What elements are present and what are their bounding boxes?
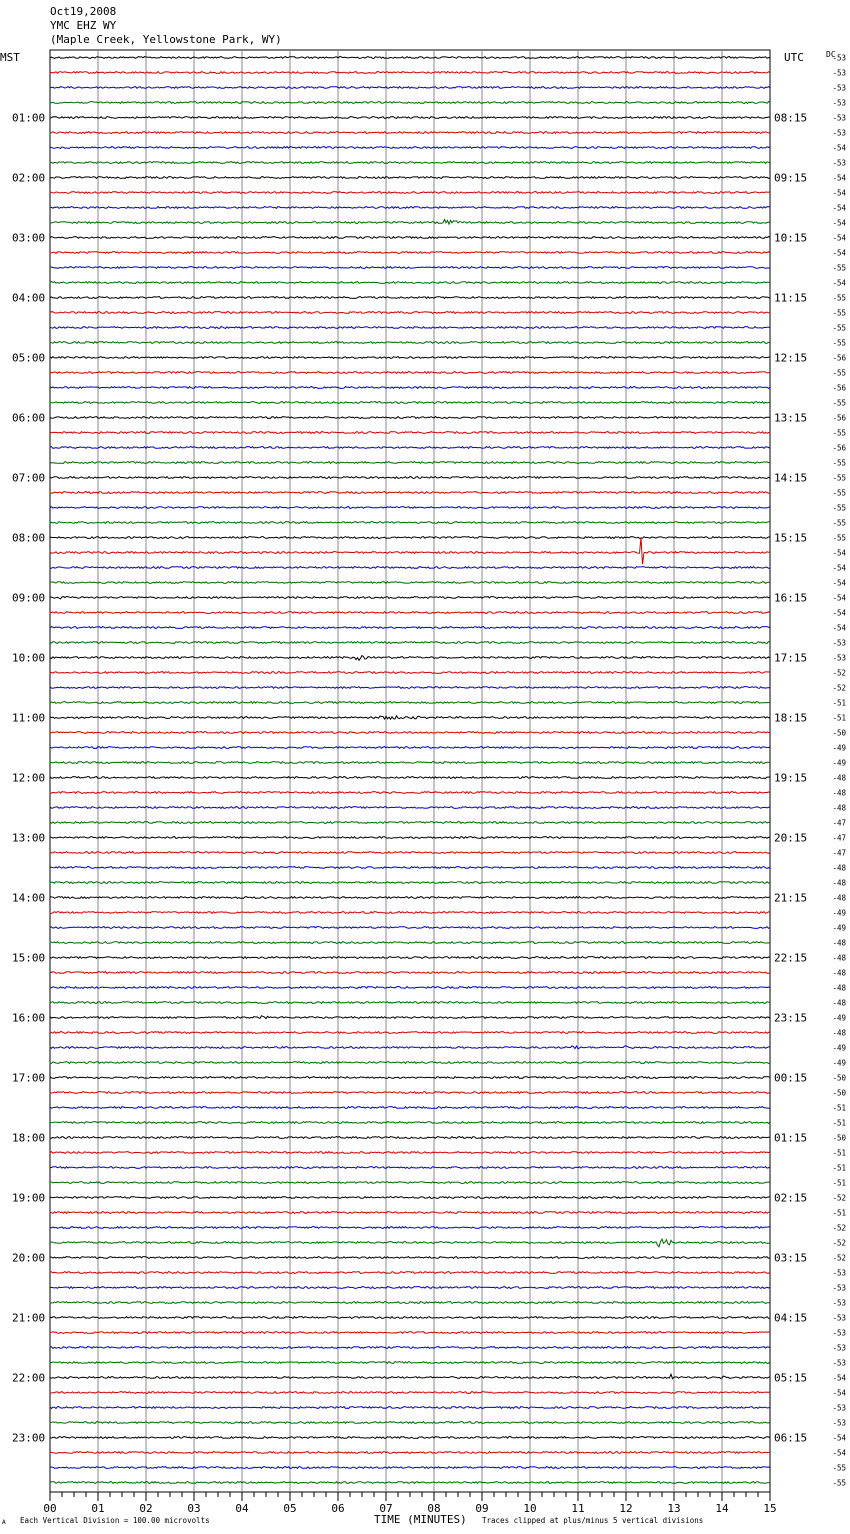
dc-offset-label: -55 — [832, 503, 846, 513]
utc-hour-label: 13:15 — [774, 411, 808, 425]
dc-offset-label: -55 — [832, 323, 846, 333]
trace-line — [50, 656, 770, 661]
trace-line — [50, 702, 770, 704]
trace-line — [50, 1257, 770, 1259]
trace-line — [50, 567, 770, 569]
utc-hour-label: 01:15 — [774, 1131, 808, 1145]
trace-line — [50, 987, 770, 989]
dc-offset-label: -52 — [832, 668, 846, 678]
utc-hour-label: 05:15 — [774, 1371, 808, 1385]
dc-offset-label: -53 — [832, 1283, 846, 1293]
mst-hour-label: 09:00 — [12, 591, 46, 605]
dc-offset-label: -48 — [832, 878, 846, 888]
trace-line — [50, 792, 770, 794]
dc-offset-label: -50 — [832, 1088, 846, 1098]
dc-offset-label: -55 — [832, 1463, 846, 1473]
trace-line — [50, 1122, 770, 1124]
dc-offset-label: -55 — [832, 488, 846, 498]
dc-offset-label: -49 — [832, 1058, 846, 1068]
dc-offset-label: -54 — [832, 548, 846, 558]
trace-line — [50, 1197, 770, 1199]
mst-hour-label: 11:00 — [12, 711, 46, 725]
dc-offset-label: -55 — [832, 533, 846, 543]
trace-line — [50, 387, 770, 389]
x-tick-label: 15 — [763, 1502, 777, 1515]
dc-offset-label: -56 — [832, 383, 846, 393]
dc-offset-label: -54 — [832, 218, 846, 228]
trace-line — [50, 492, 770, 494]
dc-offset-label: -53 — [832, 98, 846, 108]
clip-note: Traces clipped at plus/minus 5 vertical divisions — [482, 1516, 704, 1525]
x-tick-label: 01 — [91, 1502, 105, 1515]
trace-line — [50, 416, 770, 418]
x-tick-label: 11 — [571, 1502, 585, 1515]
trace-line — [50, 596, 770, 599]
x-tick-label: 13 — [667, 1502, 681, 1515]
record-date: Oct19,2008 — [50, 5, 117, 18]
trace-line — [50, 1137, 770, 1139]
dc-offset-label: -53 — [832, 113, 846, 123]
x-axis-title: TIME (MINUTES) — [374, 1513, 467, 1526]
dc-offset-label: -55 — [832, 338, 846, 348]
trace-line — [50, 1046, 770, 1049]
scale-note: Each Vertical Division = 100.00 microvolts — [20, 1516, 210, 1525]
dc-offset-label: -53 — [832, 638, 846, 648]
dc-offset-label: -53 — [832, 83, 846, 93]
x-tick-label: 12 — [619, 1502, 633, 1515]
dc-offset-label: -48 — [832, 998, 846, 1008]
utc-hour-label: 02:15 — [774, 1191, 808, 1205]
dc-offset-label: -51 — [832, 1178, 846, 1188]
trace-line — [50, 1152, 770, 1154]
mst-hour-label: 23:00 — [12, 1431, 46, 1445]
trace-line — [50, 537, 770, 564]
trace-line — [50, 432, 770, 434]
dc-offset-label: -54 — [832, 608, 846, 618]
trace-line — [50, 777, 770, 779]
dc-offset-label: -53 — [832, 53, 846, 63]
dc-offset-label: -56 — [832, 413, 846, 423]
utc-hour-label: 04:15 — [774, 1311, 808, 1325]
dc-offset-label: -54 — [832, 623, 846, 633]
trace-line — [50, 1467, 770, 1469]
trace-line — [50, 537, 770, 539]
trace-line — [50, 1422, 770, 1424]
trace-line — [50, 522, 770, 524]
trace-line — [50, 852, 770, 854]
dc-offset-label: -54 — [832, 563, 846, 573]
dc-offset-label: -48 — [832, 773, 846, 783]
x-tick-label: 00 — [43, 1502, 57, 1515]
trace-line — [50, 716, 770, 719]
dc-offset-label: -54 — [832, 248, 846, 258]
dc-offset-label: -48 — [832, 953, 846, 963]
utc-hour-label: 14:15 — [774, 471, 808, 485]
dc-offset-label: -51 — [832, 1208, 846, 1218]
trace-line — [50, 1212, 770, 1214]
dc-offset-label: -53 — [832, 1298, 846, 1308]
trace-line — [50, 867, 770, 869]
dc-offset-label: -51 — [832, 1103, 846, 1113]
x-tick-label: 04 — [235, 1502, 249, 1515]
trace-line — [50, 1167, 770, 1169]
mst-hour-label: 21:00 — [12, 1311, 46, 1325]
utc-hour-label: 09:15 — [774, 171, 808, 185]
trace-line — [50, 1077, 770, 1079]
trace-line — [50, 282, 770, 284]
dc-offset-label: -51 — [832, 1118, 846, 1128]
dc-offset-label: -54 — [832, 1433, 846, 1443]
dc-offset-label: -56 — [832, 443, 846, 453]
dc-offset-label: -49 — [832, 908, 846, 918]
trace-line — [50, 642, 770, 644]
dc-offset-label: -54 — [832, 1373, 846, 1383]
dc-offset-label: -56 — [832, 353, 846, 363]
trace-line — [50, 627, 770, 629]
trace-line — [50, 1302, 770, 1304]
trace-line — [50, 267, 770, 269]
dc-offset-label: -49 — [832, 1043, 846, 1053]
dc-offset-label: -49 — [832, 758, 846, 768]
utc-hour-label: 10:15 — [774, 231, 808, 245]
trace-line — [50, 132, 770, 134]
trace-line — [50, 220, 770, 225]
trace-line — [50, 1374, 770, 1379]
trace-line — [50, 1239, 770, 1247]
trace-line — [50, 837, 770, 839]
trace-line — [50, 207, 770, 209]
trace-line — [50, 942, 770, 944]
utc-hour-label: 18:15 — [774, 711, 808, 725]
dc-offset-label: -55 — [832, 473, 846, 483]
dc-offset-label: -52 — [832, 1223, 846, 1233]
dc-offset-label: -54 — [832, 1388, 846, 1398]
trace-line — [50, 147, 770, 149]
trace-line — [50, 1287, 770, 1289]
trace-line — [50, 252, 770, 254]
dc-offset-label: -53 — [832, 1358, 846, 1368]
mst-hour-label: 13:00 — [12, 831, 46, 845]
mst-hour-label: 20:00 — [12, 1251, 46, 1265]
trace-line — [50, 372, 770, 374]
trace-line — [50, 1107, 770, 1109]
dc-offset-label: -48 — [832, 968, 846, 978]
trace-line — [50, 342, 770, 344]
trace-line — [50, 477, 770, 479]
dc-offset-label: -52 — [832, 1238, 846, 1248]
dc-offset-label: -52 — [832, 1253, 846, 1263]
dc-offset-label: -48 — [832, 863, 846, 873]
trace-line — [50, 1227, 770, 1229]
mst-hour-label: 06:00 — [12, 411, 46, 425]
dc-offset-label: -54 — [832, 233, 846, 243]
trace-line — [50, 447, 770, 449]
trace-line — [50, 1362, 770, 1364]
right-axis-title: UTC — [784, 51, 804, 64]
trace-line — [50, 762, 770, 764]
trace-line — [50, 357, 770, 359]
corner-mark: A — [2, 1519, 6, 1526]
utc-hour-label: 22:15 — [774, 951, 808, 965]
trace-line — [50, 1482, 770, 1484]
dc-offset-label: -48 — [832, 1028, 846, 1038]
trace-line — [50, 237, 770, 239]
dc-offset-label: -54 — [832, 1448, 846, 1458]
trace-line — [50, 672, 770, 674]
mst-hour-label: 22:00 — [12, 1371, 46, 1385]
dc-offset-label: -55 — [832, 1478, 846, 1488]
trace-line — [50, 57, 770, 59]
mst-hour-label: 18:00 — [12, 1131, 46, 1145]
dc-offset-label: -48 — [832, 983, 846, 993]
trace-line — [50, 327, 770, 329]
trace-line — [50, 897, 770, 899]
left-axis-title: MST — [0, 51, 20, 64]
mst-hour-label: 17:00 — [12, 1071, 46, 1085]
trace-line — [50, 912, 770, 914]
station-name: YMC EHZ WY — [50, 19, 117, 32]
dc-offset-label: -53 — [832, 1418, 846, 1428]
dc-offset-label: -51 — [832, 1163, 846, 1173]
x-tick-label: 08 — [427, 1502, 441, 1515]
trace-line — [50, 882, 770, 884]
dc-offset-label: -55 — [832, 458, 846, 468]
utc-hour-label: 06:15 — [774, 1431, 808, 1445]
dc-offset-label: -54 — [832, 143, 846, 153]
x-tick-label: 02 — [139, 1502, 153, 1515]
dc-offset-label: -50 — [832, 1073, 846, 1083]
trace-line — [50, 612, 770, 614]
dc-offset-label: -49 — [832, 1013, 846, 1023]
utc-hour-label: 15:15 — [774, 531, 808, 545]
trace-line — [50, 972, 770, 974]
dc-offset-label: -55 — [832, 428, 846, 438]
trace-line — [50, 1392, 770, 1394]
utc-hour-label: 08:15 — [774, 111, 808, 125]
trace-line — [50, 582, 770, 584]
mst-hour-label: 19:00 — [12, 1191, 46, 1205]
dc-offset-label: -54 — [832, 578, 846, 588]
dc-offset-label: -48 — [832, 938, 846, 948]
utc-hour-label: 23:15 — [774, 1011, 808, 1025]
x-tick-label: 09 — [475, 1502, 489, 1515]
trace-line — [50, 732, 770, 734]
trace-line — [50, 1407, 770, 1409]
trace-line — [50, 1002, 770, 1004]
mst-hour-label: 08:00 — [12, 531, 46, 545]
trace-line — [50, 1272, 770, 1274]
trace-line — [50, 102, 770, 104]
x-tick-label: 10 — [523, 1502, 537, 1515]
dc-offset-label: -53 — [832, 1328, 846, 1338]
trace-line — [50, 72, 770, 74]
dc-offset-label: -48 — [832, 803, 846, 813]
mst-hour-label: 16:00 — [12, 1011, 46, 1025]
utc-hour-label: 03:15 — [774, 1251, 808, 1265]
dc-offset-label: -54 — [832, 203, 846, 213]
trace-line — [50, 1182, 770, 1184]
utc-hour-label: 20:15 — [774, 831, 808, 845]
dc-offset-label: -52 — [832, 1193, 846, 1203]
trace-line — [50, 162, 770, 164]
dc-offset-label: -47 — [832, 848, 846, 858]
trace-line — [50, 957, 770, 959]
dc-offset-label: -50 — [832, 728, 846, 738]
dc-offset-label: -55 — [832, 263, 846, 273]
mst-hour-label: 12:00 — [12, 771, 46, 785]
dc-offset-label: -53 — [832, 128, 846, 138]
mst-hour-label: 10:00 — [12, 651, 46, 665]
mst-hour-label: 14:00 — [12, 891, 46, 905]
mst-hour-label: 02:00 — [12, 171, 46, 185]
trace-line — [50, 402, 770, 404]
x-tick-label: 05 — [283, 1502, 297, 1515]
dc-offset-label: -49 — [832, 923, 846, 933]
utc-hour-label: 21:15 — [774, 891, 808, 905]
dc-offset-label: -55 — [832, 398, 846, 408]
dc-offset-label: -48 — [832, 893, 846, 903]
dc-offset-label: -55 — [832, 308, 846, 318]
trace-line — [50, 927, 770, 929]
trace-line — [50, 1437, 770, 1439]
station-location: (Maple Creek, Yellowstone Park, WY) — [50, 33, 282, 46]
utc-hour-label: 11:15 — [774, 291, 808, 305]
trace-line — [50, 822, 770, 824]
trace-line — [50, 1317, 770, 1319]
utc-hour-label: 16:15 — [774, 591, 808, 605]
dc-offset-label: -54 — [832, 173, 846, 183]
trace-line — [50, 462, 770, 464]
dc-offset-label: -53 — [832, 1403, 846, 1413]
mst-hour-label: 04:00 — [12, 291, 46, 305]
trace-line — [50, 1347, 770, 1349]
trace-line — [50, 1332, 770, 1334]
trace-line — [50, 1032, 770, 1034]
trace-line — [50, 117, 770, 119]
trace-line — [50, 807, 770, 809]
trace-line — [50, 507, 770, 509]
dc-offset-label: -52 — [832, 683, 846, 693]
dc-offset-label: -51 — [832, 713, 846, 723]
dc-offset-label: -53 — [832, 1268, 846, 1278]
dc-offset-label: -53 — [832, 158, 846, 168]
utc-hour-label: 12:15 — [774, 351, 808, 365]
trace-line — [50, 747, 770, 749]
mst-hour-label: 03:00 — [12, 231, 46, 245]
dc-offset-label: -47 — [832, 833, 846, 843]
dc-offset-label: -48 — [832, 788, 846, 798]
dc-offset-label: -54 — [832, 278, 846, 288]
trace-line — [50, 1092, 770, 1094]
dc-offset-label: -55 — [832, 518, 846, 528]
trace-line — [50, 192, 770, 194]
dc-offset-label: -53 — [832, 68, 846, 78]
x-tick-label: 14 — [715, 1502, 729, 1515]
trace-line — [50, 87, 770, 89]
x-tick-label: 06 — [331, 1502, 345, 1515]
mst-hour-label: 05:00 — [12, 351, 46, 365]
dc-offset-label: -49 — [832, 743, 846, 753]
dc-offset-label: -53 — [832, 1313, 846, 1323]
dc-offset-label: -54 — [832, 593, 846, 603]
dc-offset-label: -51 — [832, 698, 846, 708]
utc-hour-label: 17:15 — [774, 651, 808, 665]
mst-hour-label: 01:00 — [12, 111, 46, 125]
x-tick-label: 07 — [379, 1502, 393, 1515]
trace-line — [50, 312, 770, 314]
utc-hour-label: 19:15 — [774, 771, 808, 785]
trace-line — [50, 1016, 770, 1019]
dc-offset-label: -51 — [832, 1148, 846, 1158]
dc-offset-label: -47 — [832, 818, 846, 828]
dc-offset-label: -54 — [832, 188, 846, 198]
trace-line — [50, 687, 770, 689]
dc-label: DC — [826, 50, 836, 59]
trace-line — [50, 1062, 770, 1064]
trace-line — [50, 177, 770, 179]
trace-line — [50, 297, 770, 299]
utc-hour-label: 00:15 — [774, 1071, 808, 1085]
dc-offset-label: -53 — [832, 653, 846, 663]
mst-hour-label: 07:00 — [12, 471, 46, 485]
mst-hour-label: 15:00 — [12, 951, 46, 965]
trace-line — [50, 1452, 770, 1454]
dc-offset-label: -50 — [832, 1133, 846, 1143]
x-tick-label: 03 — [187, 1502, 201, 1515]
dc-offset-label: -55 — [832, 368, 846, 378]
dc-offset-label: -53 — [832, 1343, 846, 1353]
dc-offset-label: -55 — [832, 293, 846, 303]
